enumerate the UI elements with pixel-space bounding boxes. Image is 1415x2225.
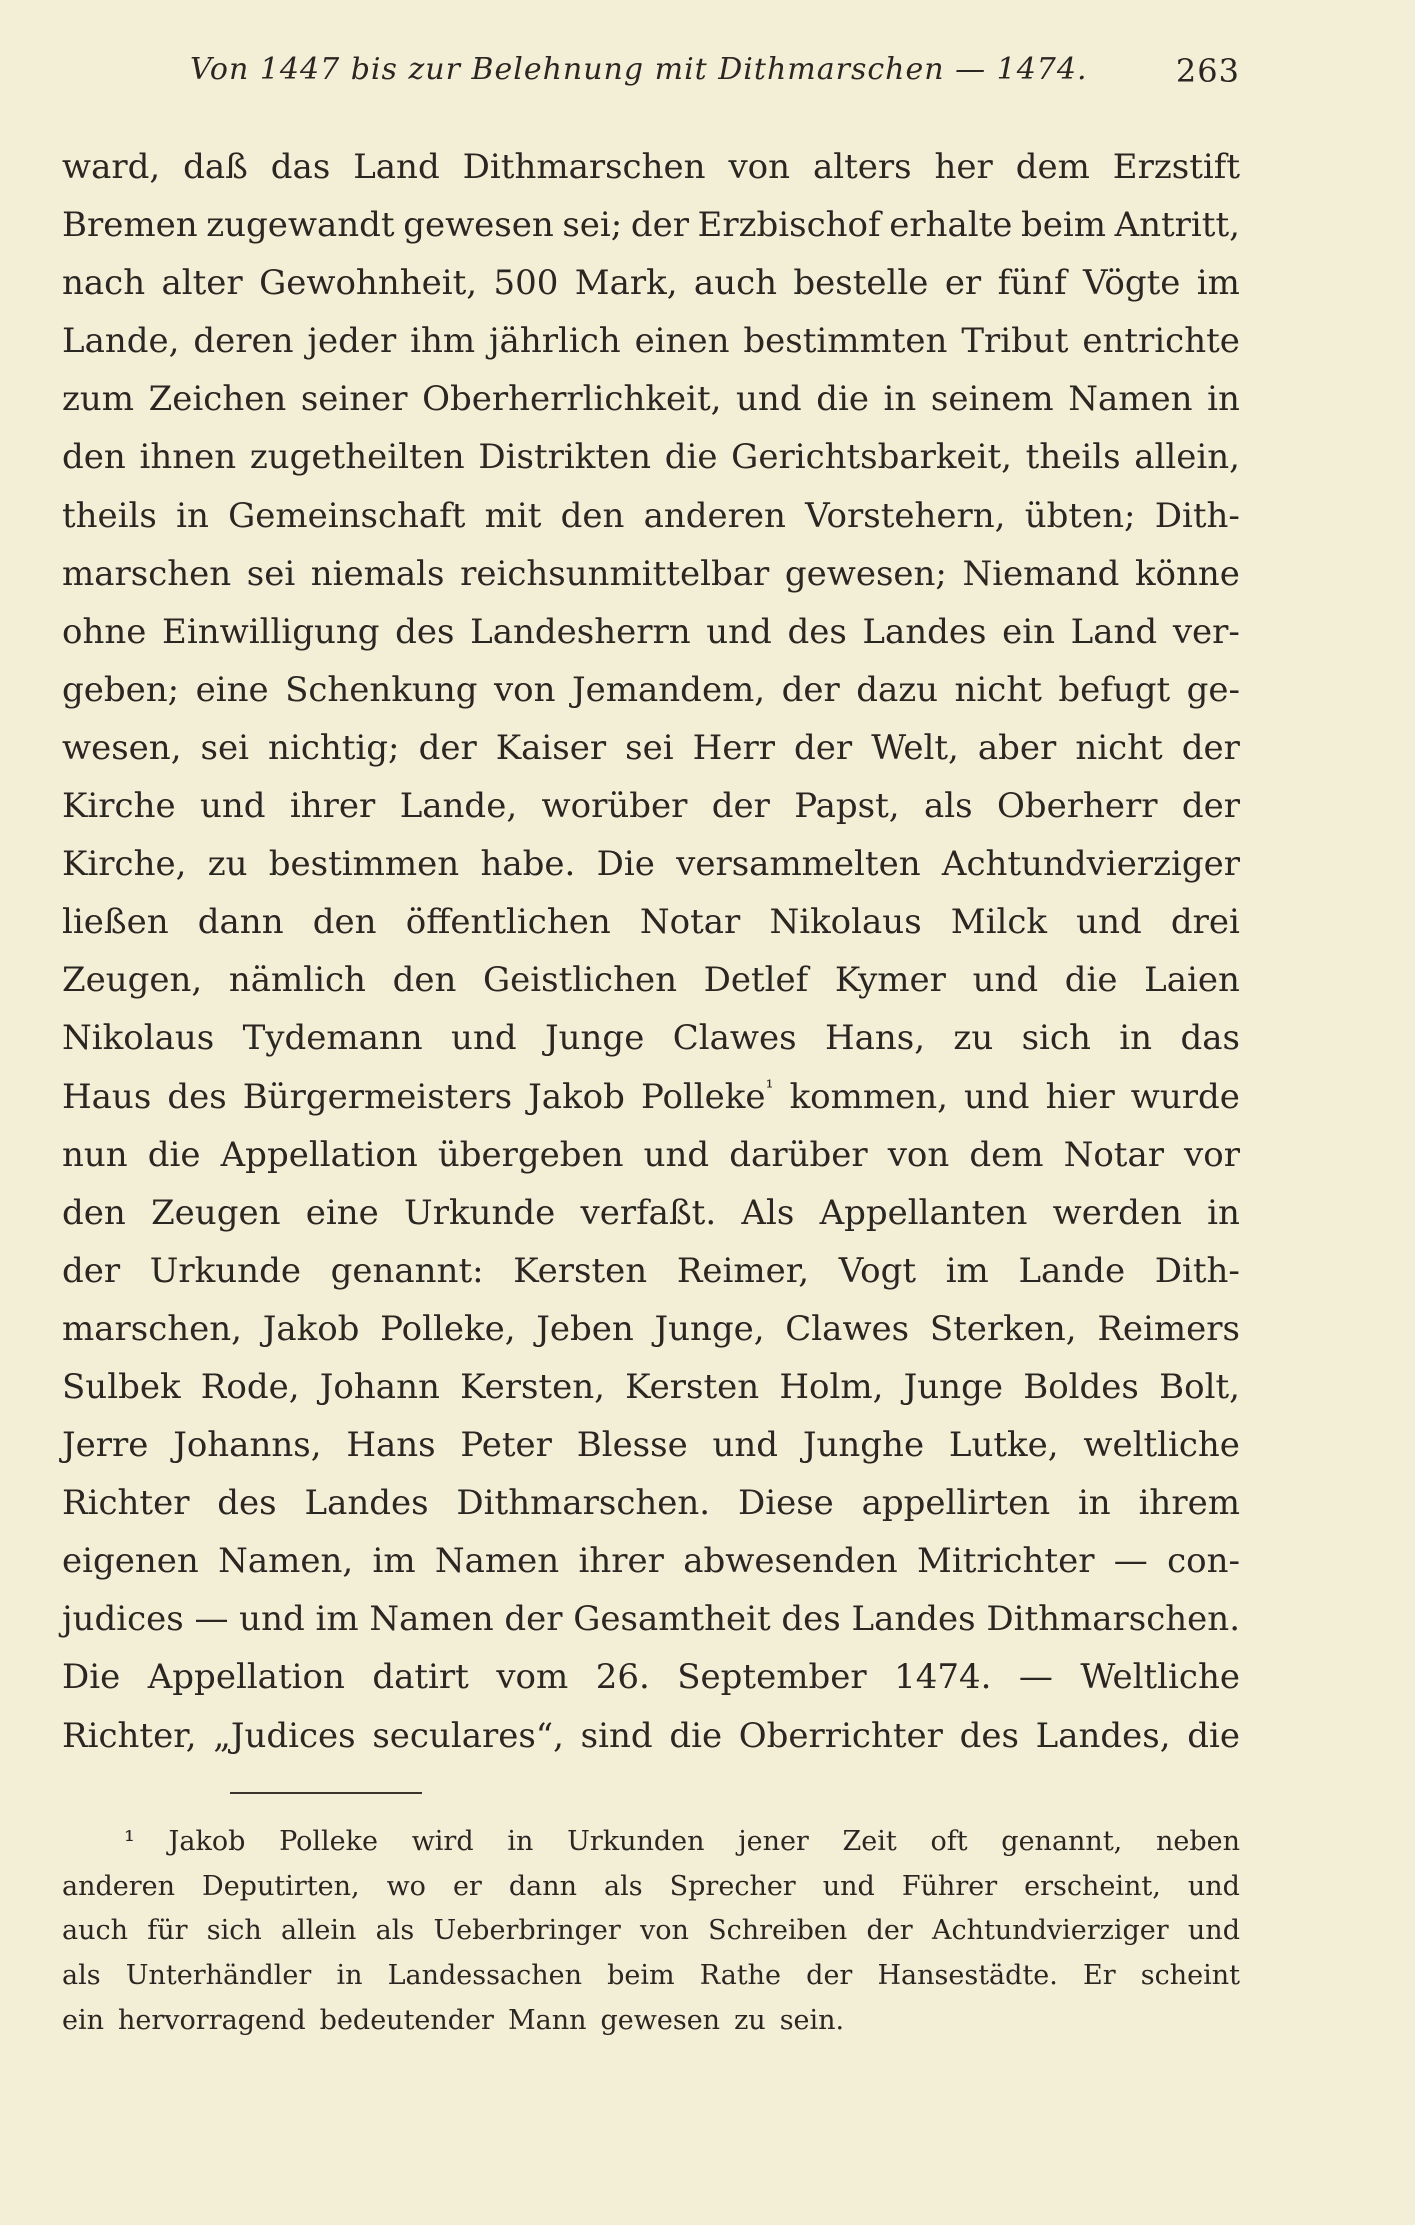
text-line: Kirche und ihrer Lande, worüber der Papst, als Oberherr der: [62, 786, 1240, 827]
text-line: Bremen zugewandt gewesen sei; der Erzbischof erhalte beim Antritt,: [62, 205, 1240, 246]
text-line: nun die Appellation übergeben und darüber von dem Notar vor: [62, 1134, 1240, 1175]
text-line: Die Appellation datirt vom 26. September 1474. — Weltliche: [62, 1657, 1240, 1698]
text-line: Richter, „Judices seculares“, sind die Oberrichter des Landes, die: [62, 1715, 1240, 1756]
text-line: Richter des Landes Dithmarschen. Diese appellirten in ihrem: [62, 1483, 1240, 1524]
text-line: Kirche, zu bestimmen habe. Die versammelten Achtundvierziger: [62, 844, 1240, 885]
text-line: ohne Einwilligung des Landesherrn und des Landes ein Land ver-: [62, 611, 1240, 652]
footnote-line: als Unterhändler in Landessachen beim Rathe der Hansestädte. Er scheint: [62, 1960, 1240, 1992]
text-line: nach alter Gewohnheit, 500 Mark, auch bestelle er fünf Vögte im: [62, 263, 1240, 304]
text-line: zum Zeichen seiner Oberherrlichkeit, und die in seinem Namen in: [62, 379, 1240, 420]
text-line: judices — und im Namen der Gesamtheit des Landes Dithmarschen.: [62, 1599, 1240, 1640]
text-line: marschen, Jakob Polleke, Jeben Junge, Clawes Sterken, Reimers: [62, 1308, 1240, 1349]
footnotes: [62, 1820, 1240, 2043]
text-line: Nikolaus Tydemann und Junge Clawes Hans, zu sich in das: [62, 1018, 1240, 1059]
text-line: der Urkunde genannt: Kersten Reimer, Vogt im Lande Dith-: [62, 1250, 1240, 1291]
text-line: Haus des Bürgermeisters Jakob Polleke$^{^1}$ kommen, und hier wurde: [62, 1074, 1240, 1117]
text-line: eigenen Namen, im Namen ihrer abwesenden Mitrichter — con-: [62, 1541, 1240, 1582]
running-title: Von 1447 bis zur Belehnung mit Dithmarschen — 1474.: [190, 52, 1088, 87]
text-line: ward, daß das Land Dithmarschen von alters her dem Erzstift: [62, 147, 1240, 187]
text-line: geben; eine Schenkung von Jemandem, der dazu nicht befugt ge-: [62, 669, 1240, 710]
running-head: [190, 52, 1240, 102]
text-line: Lande, deren jeder ihm jährlich einen bestimmten Tribut entrichte: [62, 321, 1240, 362]
text-line: Zeugen, nämlich den Geistlichen Detlef Kymer und die Laien: [62, 960, 1240, 1001]
text-line: ließen dann den öffentlichen Notar Nikolaus Milck und drei: [62, 902, 1240, 943]
footnote-line: auch für sich allein als Ueberbringer von Schreiben der Achtundvierziger und: [62, 1915, 1240, 1947]
main-text: [62, 138, 1240, 1765]
text-line: theils in Gemeinschaft mit den anderen Vorstehern, übten; Dith-: [62, 495, 1240, 536]
text-line: wesen, sei nichtig; der Kaiser sei Herr der Welt, aber nicht der: [62, 727, 1240, 768]
footnote-line: ¹ Jakob Polleke wird in Urkunden jener Zeit oft genannt, neben: [124, 1826, 1240, 1857]
footnote-line: ein hervorragend bedeutender Mann gewesen zu sein.: [62, 2004, 845, 2036]
footnote-line: anderen Deputirten, wo er dann als Sprecher und Führer erscheint, und: [62, 1870, 1240, 1902]
page-number: 263: [1175, 52, 1240, 90]
text-line: marschen sei niemals reichsunmittelbar gewesen; Niemand könne: [62, 553, 1240, 594]
text-line: Jerre Johanns, Hans Peter Blesse und Junghe Lutke, weltliche: [62, 1425, 1240, 1466]
text-line: den ihnen zugetheilten Distrikten die Gerichtsbarkeit, theils allein,: [62, 437, 1240, 478]
text-line: den Zeugen eine Urkunde verfaßt. Als Appellanten werden in: [62, 1192, 1240, 1233]
text-line: Sulbek Rode, Johann Kersten, Kersten Holm, Junge Boldes Bolt,: [62, 1366, 1240, 1407]
footnote-separator: [230, 1792, 422, 1794]
